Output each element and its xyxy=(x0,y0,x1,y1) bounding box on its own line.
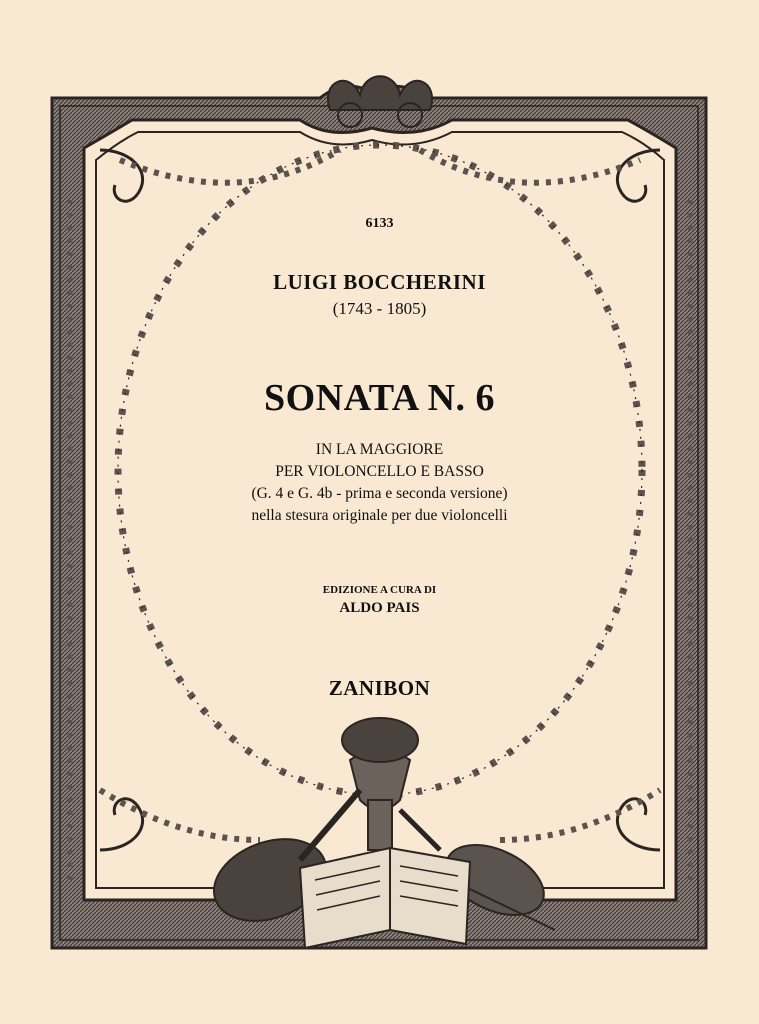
subtitle-line: (G. 4 e G. 4b - prima e seconda versione) xyxy=(251,485,508,502)
work-title: SONATA N. 6 xyxy=(263,377,496,419)
still-life-icon xyxy=(203,718,555,948)
editor-name: ALDO PAIS xyxy=(339,600,420,616)
publisher-name: ZANIBON xyxy=(328,676,431,700)
catalog-number: 6133 xyxy=(365,216,394,231)
editor-label: EDIZIONE A CURA DI xyxy=(322,584,437,596)
subtitle-line: IN LA MAGGIORE xyxy=(315,441,444,458)
composer-dates: (1743 - 1805) xyxy=(332,299,427,318)
subtitle-line: nella stesura originale per due violoncelli xyxy=(251,507,508,524)
composer-name: LUIGI BOCCHERINI xyxy=(273,270,486,294)
subtitle-line: PER VIOLONCELLO E BASSO xyxy=(275,463,484,480)
